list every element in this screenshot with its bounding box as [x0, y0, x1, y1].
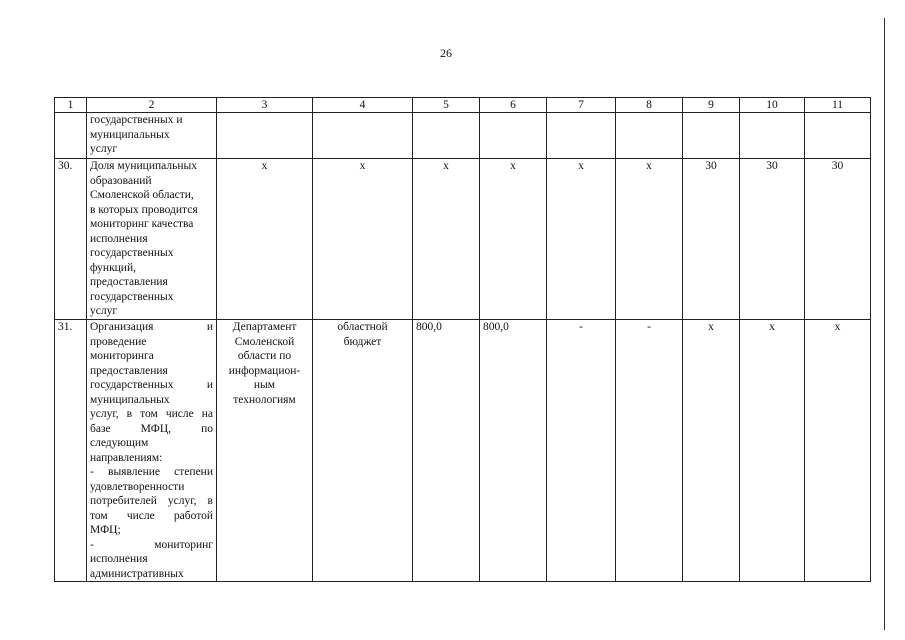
text-line: предоставления [90, 364, 168, 377]
text-line: направлениям: [90, 451, 163, 464]
cell-executor [217, 113, 313, 159]
cell-description [87, 159, 217, 320]
text-line: государственных и [90, 379, 213, 391]
text-line: административных [90, 567, 184, 580]
col-header-1: 1 [55, 98, 87, 113]
text-line: государственных и [90, 114, 183, 126]
cell-col10: x [740, 320, 805, 582]
cell-col7: - [547, 320, 616, 582]
text-line: в которых проводится [90, 203, 198, 216]
text-line: области по [237, 350, 292, 362]
text-line: государственных [90, 290, 174, 303]
text-line: бюджет [343, 335, 382, 348]
col-header-3: 3 [217, 98, 313, 113]
cell-col9: x [683, 320, 740, 582]
cell-num: 31. [55, 320, 87, 582]
table-row-continued [55, 113, 871, 159]
text-line: Смоленской области, [90, 189, 194, 201]
text-line: исполнения [90, 232, 148, 245]
cell-description [87, 320, 217, 582]
text-line: услуг [90, 143, 118, 155]
table-row-30 [55, 159, 871, 320]
text-line: образований [90, 174, 152, 187]
text-line: потребителей услуг, в [90, 495, 213, 507]
text-line: функций, [90, 261, 136, 274]
cell-col8: - [616, 320, 683, 582]
cell-source [313, 320, 413, 582]
text-line: Смоленской [234, 335, 295, 348]
cell-executor [217, 320, 313, 582]
text-line: - мониторинг [90, 538, 213, 551]
page-edge-rule [884, 18, 885, 630]
text-line: муниципальных [90, 393, 170, 406]
text-line: базе МФЦ, по [90, 422, 213, 435]
text-line: проведение [90, 335, 147, 348]
col-header-10: 10 [740, 98, 805, 113]
text-line: удовлетворенности [90, 480, 185, 493]
cell-col10 [740, 113, 805, 159]
cell-col6: 800,0 [480, 320, 547, 582]
text-line: мониторинг качества [90, 218, 194, 230]
text-line: МФЦ; [90, 524, 121, 536]
col-header-5: 5 [413, 98, 480, 113]
text-line: Организация и [90, 321, 213, 333]
table-row-31 [55, 320, 871, 582]
text-line: государственных [90, 247, 174, 259]
cell-col6: x [480, 159, 547, 320]
text-line: муниципальных [90, 128, 170, 141]
text-line: услуг, в том числе на [90, 408, 213, 420]
cell-col5: x [413, 159, 480, 320]
cell-description [87, 113, 217, 159]
text-line: Департамент [232, 321, 297, 333]
cell-col8 [616, 113, 683, 159]
cell-num [55, 113, 87, 159]
text-line: предоставления [90, 276, 168, 288]
col-header-2: 2 [87, 98, 217, 113]
cell-col10: 30 [740, 159, 805, 320]
cell-col5 [413, 113, 480, 159]
cell-col11: x [805, 320, 871, 582]
col-header-8: 8 [616, 98, 683, 113]
text-line: ным [253, 379, 276, 391]
cell-col9: 30 [683, 159, 740, 320]
text-line: услуг [90, 305, 118, 317]
text-line: том числе работой [90, 509, 213, 522]
cell-col11: 30 [805, 159, 871, 320]
col-header-6: 6 [480, 98, 547, 113]
cell-col7 [547, 113, 616, 159]
text-line: следующим [90, 437, 149, 449]
cell-col8: x [616, 159, 683, 320]
budget-table [54, 97, 871, 582]
cell-col7: x [547, 159, 616, 320]
text-line: мониторинга [90, 350, 154, 362]
page-number: 26 [440, 46, 452, 60]
cell-executor: x [217, 159, 313, 320]
col-header-4: 4 [313, 98, 413, 113]
text-line: Доля муниципальных [90, 160, 197, 172]
col-header-11: 11 [805, 98, 871, 113]
cell-source: x [313, 159, 413, 320]
cell-source [313, 113, 413, 159]
cell-col11 [805, 113, 871, 159]
cell-num: 30. [55, 159, 87, 320]
text-line: информацион- [228, 364, 301, 377]
cell-col9 [683, 113, 740, 159]
text-line: технологиям [233, 393, 296, 406]
text-line: областной [337, 321, 388, 333]
text-line: исполнения [90, 553, 148, 565]
col-header-7: 7 [547, 98, 616, 113]
col-header-9: 9 [683, 98, 740, 113]
cell-col6 [480, 113, 547, 159]
header-row [55, 98, 871, 113]
text-line: - выявление степени [90, 466, 213, 478]
cell-col5: 800,0 [413, 320, 480, 582]
